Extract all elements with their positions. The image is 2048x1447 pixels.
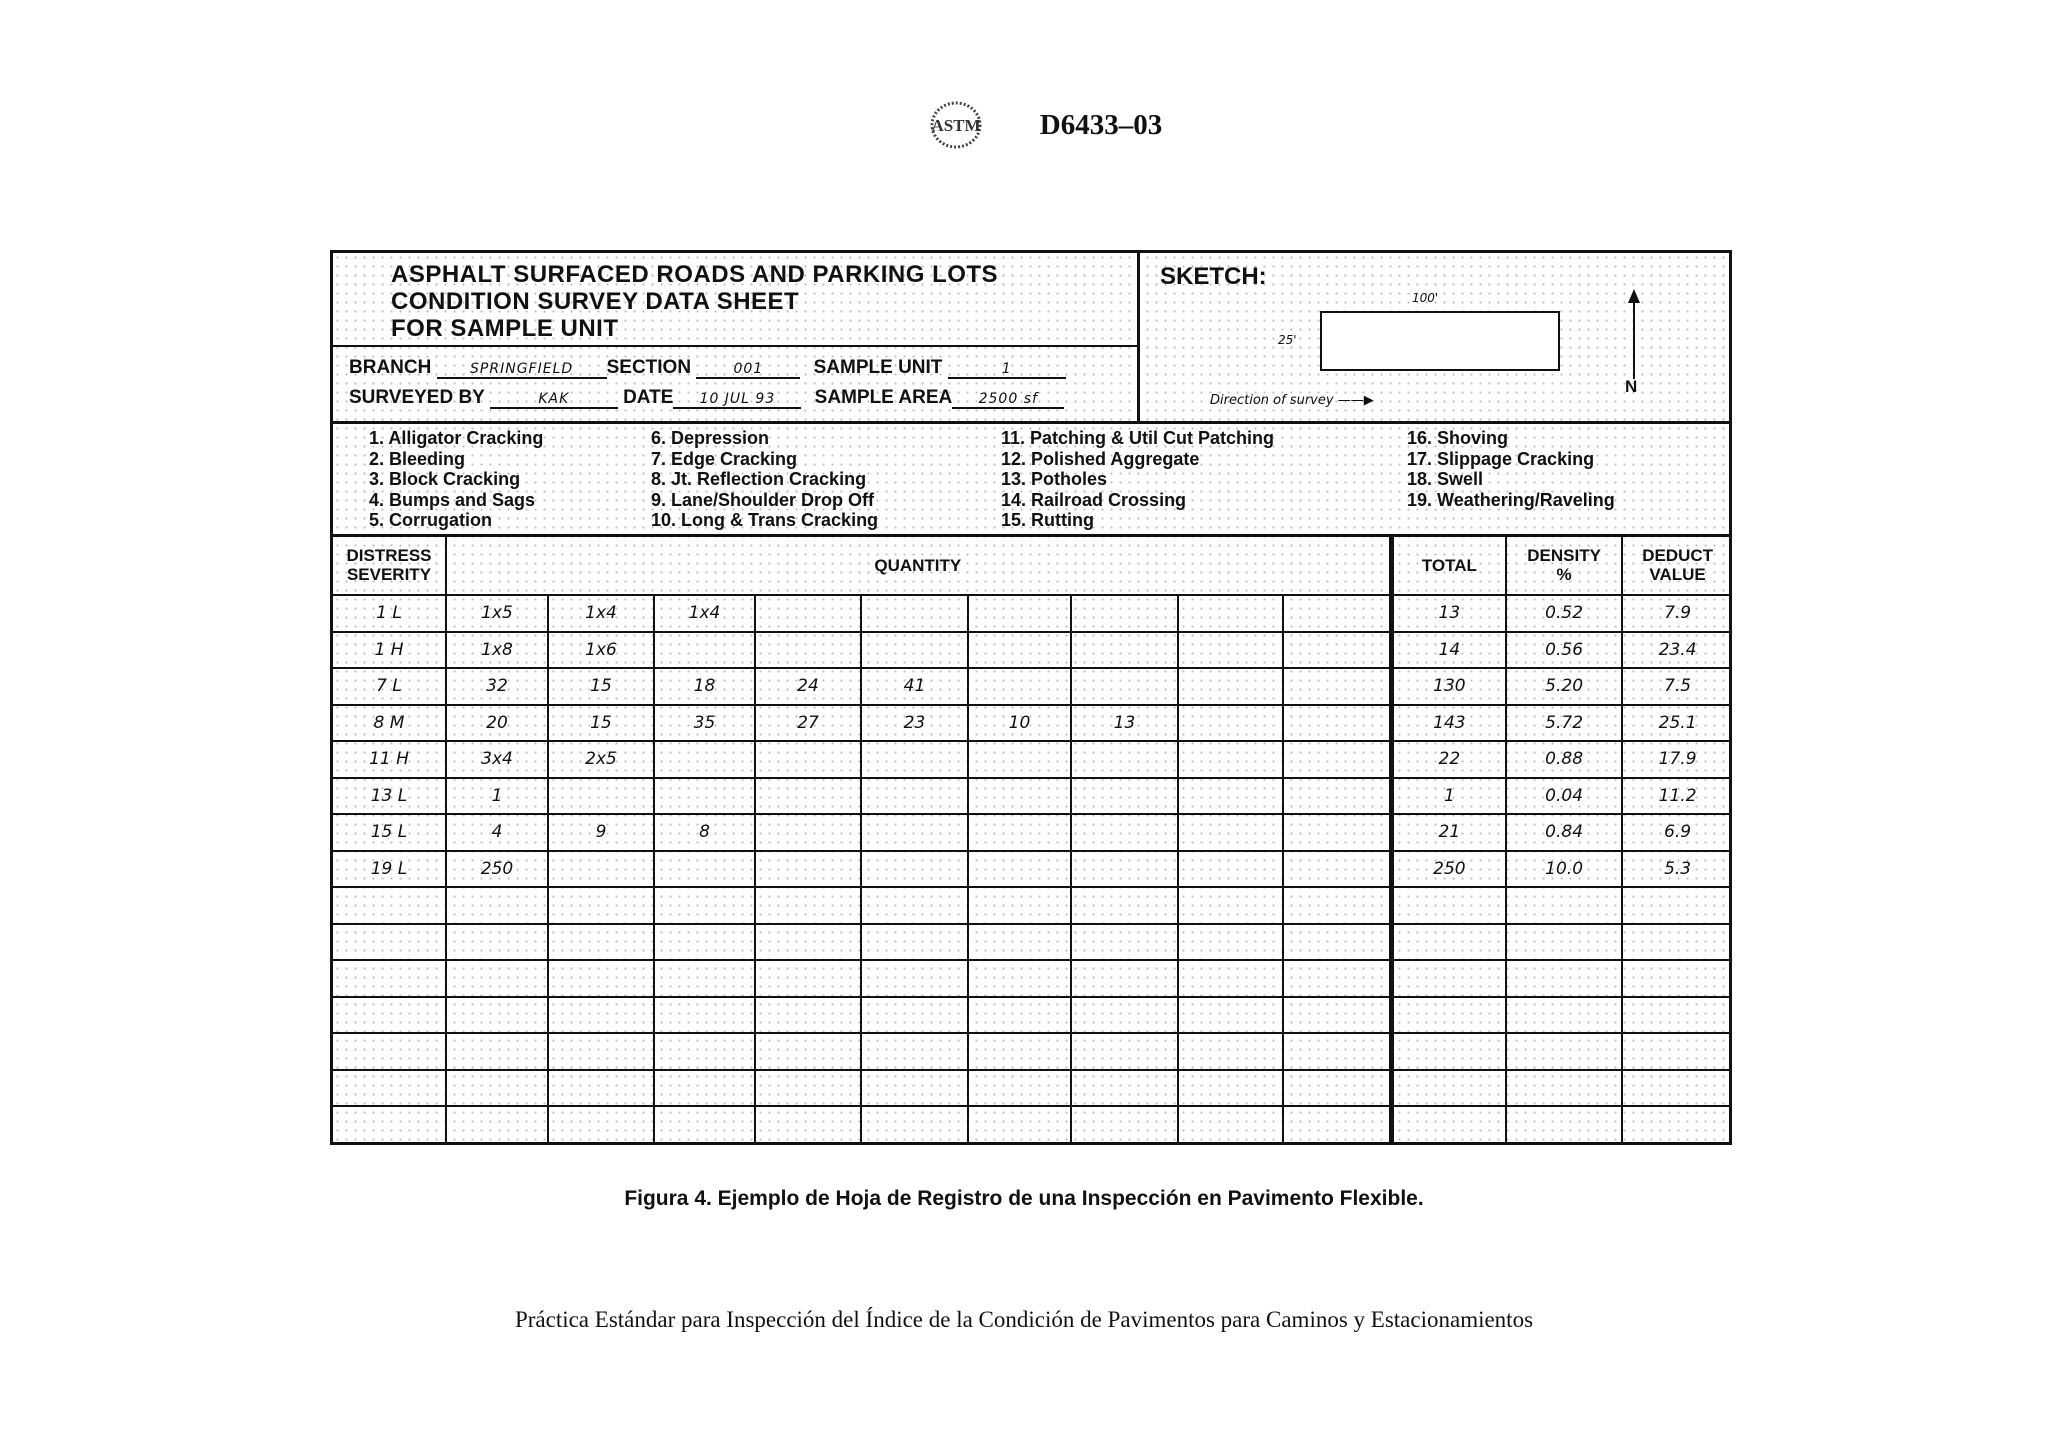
cell-empty xyxy=(1283,1033,1391,1070)
cell-empty xyxy=(548,887,654,924)
cell-empty xyxy=(968,960,1071,997)
cell-empty xyxy=(548,1070,654,1107)
sample-area-value: 2500 sf xyxy=(952,391,1064,409)
cell-quantity xyxy=(1283,668,1391,705)
cell-empty xyxy=(968,997,1071,1034)
cell-empty xyxy=(654,887,755,924)
cell-empty xyxy=(755,960,861,997)
cell-empty xyxy=(1622,1033,1732,1070)
cell-density: 0.88 xyxy=(1506,741,1622,778)
cell-empty xyxy=(654,960,755,997)
cell-deduct-value: 7.5 xyxy=(1622,668,1732,705)
cell-empty xyxy=(1391,887,1506,924)
distress-column xyxy=(369,428,543,531)
distress-item: 12. Polished Aggregate xyxy=(1001,448,1200,469)
cell-quantity xyxy=(1071,632,1178,669)
cell-empty xyxy=(755,997,861,1034)
cell-quantity xyxy=(755,632,861,669)
cell-total: 250 xyxy=(1391,851,1506,888)
sketch-sample-rectangle xyxy=(1320,311,1560,371)
cell-quantity: 1 xyxy=(446,778,548,815)
cell-empty xyxy=(1178,924,1283,961)
branch-label: BRANCH xyxy=(349,357,432,378)
condition-survey-form xyxy=(330,250,1732,1145)
cell-quantity xyxy=(861,632,968,669)
cell-quantity xyxy=(861,741,968,778)
cell-quantity xyxy=(1071,851,1178,888)
cell-empty xyxy=(446,1033,548,1070)
cell-empty xyxy=(1071,997,1178,1034)
cell-quantity: 32 xyxy=(446,668,548,705)
survey-table xyxy=(333,536,1732,1142)
cell-quantity xyxy=(1178,705,1283,742)
cell-quantity: 1x6 xyxy=(548,632,654,669)
cell-quantity xyxy=(861,778,968,815)
cell-quantity xyxy=(548,778,654,815)
cell-empty xyxy=(1622,997,1732,1034)
cell-empty xyxy=(1178,1106,1283,1142)
table-body xyxy=(333,595,1732,1142)
cell-empty xyxy=(1622,924,1732,961)
cell-quantity: 3x4 xyxy=(446,741,548,778)
cell-quantity xyxy=(968,851,1071,888)
cell-empty xyxy=(755,887,861,924)
distress-column xyxy=(1407,428,1615,510)
cell-empty xyxy=(1391,997,1506,1034)
cell-empty xyxy=(446,960,548,997)
cell-quantity xyxy=(968,632,1071,669)
cell-total: 14 xyxy=(1391,632,1506,669)
cell-quantity xyxy=(1178,741,1283,778)
cell-empty xyxy=(1283,997,1391,1034)
sketch-direction-text: Direction of survey xyxy=(1210,393,1334,408)
cell-empty xyxy=(1622,1070,1732,1107)
cell-empty xyxy=(654,1033,755,1070)
cell-empty xyxy=(861,924,968,961)
date-label: DATE xyxy=(623,387,674,408)
cell-empty xyxy=(1506,1033,1622,1070)
table-row xyxy=(333,814,1732,851)
cell-empty xyxy=(1178,1033,1283,1070)
cell-total: 143 xyxy=(1391,705,1506,742)
form-title-line: CONDITION SURVEY DATA SHEET xyxy=(391,288,800,315)
cell-quantity xyxy=(1178,851,1283,888)
cell-empty xyxy=(1071,1070,1178,1107)
table-row-empty xyxy=(333,960,1732,997)
section-label: SECTION xyxy=(606,357,692,378)
cell-empty xyxy=(1178,997,1283,1034)
cell-severity: 19 L xyxy=(333,851,446,888)
table-row xyxy=(333,595,1732,632)
form-top-section xyxy=(333,253,1729,424)
cell-quantity: 15 xyxy=(548,668,654,705)
cell-quantity xyxy=(755,595,861,632)
astm-logo-icon xyxy=(920,100,992,150)
cell-density: 0.04 xyxy=(1506,778,1622,815)
cell-empty xyxy=(333,1070,446,1107)
cell-empty xyxy=(968,924,1071,961)
distress-item: 2. Bleeding xyxy=(369,448,466,469)
table-row-empty xyxy=(333,924,1732,961)
cell-quantity: 23 xyxy=(861,705,968,742)
cell-empty xyxy=(968,1106,1071,1142)
cell-empty xyxy=(1178,887,1283,924)
survey-table-wrap xyxy=(333,536,1729,1142)
cell-severity: 8 M xyxy=(333,705,446,742)
sketch-length: 100' xyxy=(1412,291,1439,305)
cell-empty xyxy=(446,997,548,1034)
cell-empty xyxy=(548,924,654,961)
cell-severity: 11 H xyxy=(333,741,446,778)
table-header-row xyxy=(333,536,1732,595)
header-text: SEVERITY xyxy=(346,565,432,584)
north-arrow-icon xyxy=(1624,289,1644,379)
cell-quantity xyxy=(654,851,755,888)
cell-density: 5.72 xyxy=(1506,705,1622,742)
cell-empty xyxy=(654,1106,755,1142)
cell-empty xyxy=(1506,1070,1622,1107)
cell-empty xyxy=(548,960,654,997)
col-distress-severity xyxy=(333,536,446,595)
distress-item: 15. Rutting xyxy=(1001,510,1094,530)
cell-quantity: 250 xyxy=(446,851,548,888)
cell-quantity: 1x8 xyxy=(446,632,548,669)
cell-empty xyxy=(1283,960,1391,997)
cell-quantity xyxy=(968,814,1071,851)
distress-column xyxy=(1001,428,1274,531)
header-text: DEDUCT xyxy=(1642,546,1714,565)
svg-text:ASTM: ASTM xyxy=(931,116,981,135)
cell-empty xyxy=(1283,924,1391,961)
cell-quantity xyxy=(1178,595,1283,632)
distress-item: 13. Potholes xyxy=(1001,469,1108,489)
col-quantity xyxy=(446,536,1391,595)
distress-item: 9. Lane/Shoulder Drop Off xyxy=(651,489,875,510)
cell-empty xyxy=(333,1033,446,1070)
info-row-branch xyxy=(349,357,1066,379)
header-text: TOTAL xyxy=(1421,555,1477,575)
table-row-empty xyxy=(333,1033,1732,1070)
cell-quantity: 13 xyxy=(1071,705,1178,742)
cell-quantity xyxy=(1071,814,1178,851)
branch-value: SPRINGFIELD xyxy=(437,361,607,379)
cell-empty xyxy=(968,887,1071,924)
cell-quantity: 8 xyxy=(654,814,755,851)
table-row xyxy=(333,851,1732,888)
cell-deduct-value: 6.9 xyxy=(1622,814,1732,851)
cell-quantity xyxy=(1178,814,1283,851)
cell-quantity xyxy=(755,741,861,778)
cell-quantity xyxy=(968,668,1071,705)
cell-empty xyxy=(755,1033,861,1070)
sample-area-label: SAMPLE AREA xyxy=(814,387,953,408)
cell-quantity: 20 xyxy=(446,705,548,742)
cell-quantity: 1x4 xyxy=(548,595,654,632)
cell-quantity xyxy=(861,851,968,888)
cell-empty xyxy=(1622,887,1732,924)
cell-deduct-value: 7.9 xyxy=(1622,595,1732,632)
col-total xyxy=(1391,536,1506,595)
surveyed-by-label: SURVEYED BY xyxy=(349,387,485,408)
table-row xyxy=(333,778,1732,815)
cell-quantity xyxy=(654,778,755,815)
cell-empty xyxy=(446,924,548,961)
cell-empty xyxy=(861,1106,968,1142)
cell-quantity xyxy=(968,595,1071,632)
cell-deduct-value: 11.2 xyxy=(1622,778,1732,815)
cell-empty xyxy=(1391,1106,1506,1142)
cell-empty xyxy=(1391,924,1506,961)
distress-item: 19. Weathering/Raveling xyxy=(1407,489,1615,510)
page-header xyxy=(0,100,2048,150)
form-title-block xyxy=(333,253,1140,345)
distress-item: 16. Shoving xyxy=(1407,428,1509,448)
cell-empty xyxy=(1391,1033,1506,1070)
cell-quantity xyxy=(1283,851,1391,888)
cell-empty xyxy=(333,960,446,997)
cell-quantity xyxy=(1283,632,1391,669)
cell-quantity xyxy=(755,851,861,888)
cell-empty xyxy=(333,924,446,961)
cell-quantity xyxy=(1178,632,1283,669)
cell-empty xyxy=(1506,1106,1622,1142)
cell-total: 1 xyxy=(1391,778,1506,815)
cell-quantity xyxy=(968,778,1071,815)
sketch-direction xyxy=(1210,393,1374,408)
table-row-empty xyxy=(333,1106,1732,1142)
sample-unit-label: SAMPLE UNIT xyxy=(813,357,943,378)
cell-empty xyxy=(861,997,968,1034)
cell-empty xyxy=(548,997,654,1034)
distress-type-list xyxy=(333,424,1729,537)
cell-deduct-value: 23.4 xyxy=(1622,632,1732,669)
cell-density: 10.0 xyxy=(1506,851,1622,888)
cell-quantity: 35 xyxy=(654,705,755,742)
table-row-empty xyxy=(333,1070,1732,1107)
cell-severity: 15 L xyxy=(333,814,446,851)
cell-quantity xyxy=(861,814,968,851)
cell-quantity xyxy=(1283,814,1391,851)
header-text: QUANTITY xyxy=(874,555,962,575)
table-row-empty xyxy=(333,887,1732,924)
distress-item: 8. Jt. Reflection Cracking xyxy=(651,469,867,489)
cell-quantity: 27 xyxy=(755,705,861,742)
cell-severity: 1 H xyxy=(333,632,446,669)
cell-empty xyxy=(861,887,968,924)
cell-empty xyxy=(755,1106,861,1142)
cell-empty xyxy=(1506,997,1622,1034)
cell-quantity xyxy=(654,632,755,669)
cell-severity: 7 L xyxy=(333,668,446,705)
cell-quantity: 18 xyxy=(654,668,755,705)
distress-item: 1. Alligator Cracking xyxy=(369,428,544,448)
cell-empty xyxy=(1178,1070,1283,1107)
cell-empty xyxy=(333,997,446,1034)
cell-quantity xyxy=(1071,778,1178,815)
figure-caption: Figura 4. Ejemplo de Hoja de Registro de una Inspección en Pavimento Flexible. xyxy=(624,1187,1424,1210)
cell-empty xyxy=(333,887,446,924)
distress-column xyxy=(651,428,878,531)
header-text: % xyxy=(1556,565,1572,584)
cell-quantity xyxy=(755,778,861,815)
cell-deduct-value: 5.3 xyxy=(1622,851,1732,888)
cell-empty xyxy=(1178,960,1283,997)
table-row-empty xyxy=(333,997,1732,1034)
cell-quantity xyxy=(1283,741,1391,778)
cell-empty xyxy=(1622,960,1732,997)
cell-quantity xyxy=(1178,778,1283,815)
sample-unit-value: 1 xyxy=(948,361,1066,379)
sketch-block xyxy=(1140,253,1729,421)
cell-deduct-value: 17.9 xyxy=(1622,741,1732,778)
distress-item: 4. Bumps and Sags xyxy=(369,489,536,510)
form-title-line: FOR SAMPLE UNIT xyxy=(391,315,619,342)
sketch-north-label: N xyxy=(1625,377,1638,396)
cell-density: 0.56 xyxy=(1506,632,1622,669)
cell-empty xyxy=(446,1070,548,1107)
cell-quantity xyxy=(1283,595,1391,632)
cell-quantity: 24 xyxy=(755,668,861,705)
form-info-block xyxy=(333,345,1140,423)
cell-empty xyxy=(1391,1070,1506,1107)
cell-quantity xyxy=(548,851,654,888)
cell-empty xyxy=(1283,1070,1391,1107)
cell-deduct-value: 25.1 xyxy=(1622,705,1732,742)
distress-item: 7. Edge Cracking xyxy=(651,448,798,469)
cell-quantity: 1x4 xyxy=(654,595,755,632)
cell-total: 13 xyxy=(1391,595,1506,632)
cell-severity: 13 L xyxy=(333,778,446,815)
section-value: 001 xyxy=(696,361,800,379)
cell-quantity xyxy=(1071,741,1178,778)
cell-quantity xyxy=(1071,668,1178,705)
cell-total: 21 xyxy=(1391,814,1506,851)
cell-empty xyxy=(968,1070,1071,1107)
distress-item: 5. Corrugation xyxy=(369,510,493,530)
cell-empty xyxy=(755,1070,861,1107)
cell-empty xyxy=(861,1033,968,1070)
cell-empty xyxy=(548,1106,654,1142)
table-row xyxy=(333,668,1732,705)
cell-empty xyxy=(1071,887,1178,924)
cell-empty xyxy=(861,1070,968,1107)
cell-empty xyxy=(1506,887,1622,924)
distress-item: 3. Block Cracking xyxy=(369,469,521,489)
col-density xyxy=(1506,536,1622,595)
cell-density: 0.84 xyxy=(1506,814,1622,851)
cell-quantity xyxy=(1071,595,1178,632)
cell-quantity: 15 xyxy=(548,705,654,742)
distress-item: 14. Railroad Crossing xyxy=(1001,489,1187,510)
arrow-right-icon: ——▶ xyxy=(1337,393,1374,408)
form-title-line: ASPHALT SURFACED ROADS AND PARKING LOTS xyxy=(391,261,999,288)
cell-empty xyxy=(968,1033,1071,1070)
cell-empty xyxy=(1283,1106,1391,1142)
cell-quantity xyxy=(755,814,861,851)
table-row xyxy=(333,741,1732,778)
info-row-survey xyxy=(349,387,1064,409)
header-text: VALUE xyxy=(1649,565,1706,584)
cell-empty xyxy=(755,924,861,961)
document-number: D6433–03 xyxy=(1039,108,1163,141)
cell-empty xyxy=(1506,960,1622,997)
cell-quantity: 41 xyxy=(861,668,968,705)
distress-item: 6. Depression xyxy=(651,428,770,448)
cell-total: 130 xyxy=(1391,668,1506,705)
cell-quantity xyxy=(861,595,968,632)
cell-quantity xyxy=(1283,705,1391,742)
sketch-label: SKETCH: xyxy=(1160,263,1267,290)
page-footer: Práctica Estándar para Inspección del Índice de la Condición de Pavimentos para Caminos y Estacionamientos xyxy=(514,1307,1534,1332)
distress-item: 10. Long & Trans Cracking xyxy=(651,510,879,530)
cell-empty xyxy=(1071,924,1178,961)
cell-quantity: 9 xyxy=(548,814,654,851)
table-row xyxy=(333,705,1732,742)
cell-quantity: 4 xyxy=(446,814,548,851)
cell-quantity: 2x5 xyxy=(548,741,654,778)
cell-empty xyxy=(654,924,755,961)
cell-empty xyxy=(1071,960,1178,997)
cell-empty xyxy=(446,887,548,924)
cell-empty xyxy=(654,1070,755,1107)
cell-quantity: 10 xyxy=(968,705,1071,742)
cell-quantity xyxy=(1283,778,1391,815)
cell-density: 0.52 xyxy=(1506,595,1622,632)
distress-item: 18. Swell xyxy=(1407,469,1484,489)
cell-empty xyxy=(1071,1106,1178,1142)
cell-empty xyxy=(446,1106,548,1142)
cell-empty xyxy=(861,960,968,997)
cell-empty xyxy=(1391,960,1506,997)
cell-severity: 1 L xyxy=(333,595,446,632)
distress-item: 11. Patching & Util Cut Patching xyxy=(1001,428,1275,448)
header-text: DISTRESS xyxy=(346,546,432,565)
cell-empty xyxy=(333,1106,446,1142)
cell-quantity xyxy=(654,741,755,778)
cell-total: 22 xyxy=(1391,741,1506,778)
cell-density: 5.20 xyxy=(1506,668,1622,705)
cell-empty xyxy=(1283,887,1391,924)
cell-empty xyxy=(1622,1106,1732,1142)
cell-empty xyxy=(1506,924,1622,961)
cell-empty xyxy=(654,997,755,1034)
surveyed-by-value: KAK xyxy=(490,391,618,409)
cell-empty xyxy=(548,1033,654,1070)
sketch-width: 25' xyxy=(1278,333,1297,347)
table-row xyxy=(333,632,1732,669)
cell-quantity xyxy=(968,741,1071,778)
date-value: 10 JUL 93 xyxy=(673,391,801,409)
col-deduct-value xyxy=(1622,536,1732,595)
cell-quantity xyxy=(1178,668,1283,705)
header-text: DENSITY xyxy=(1527,546,1601,565)
cell-empty xyxy=(1071,1033,1178,1070)
distress-item: 17. Slippage Cracking xyxy=(1407,448,1595,469)
cell-quantity: 1x5 xyxy=(446,595,548,632)
